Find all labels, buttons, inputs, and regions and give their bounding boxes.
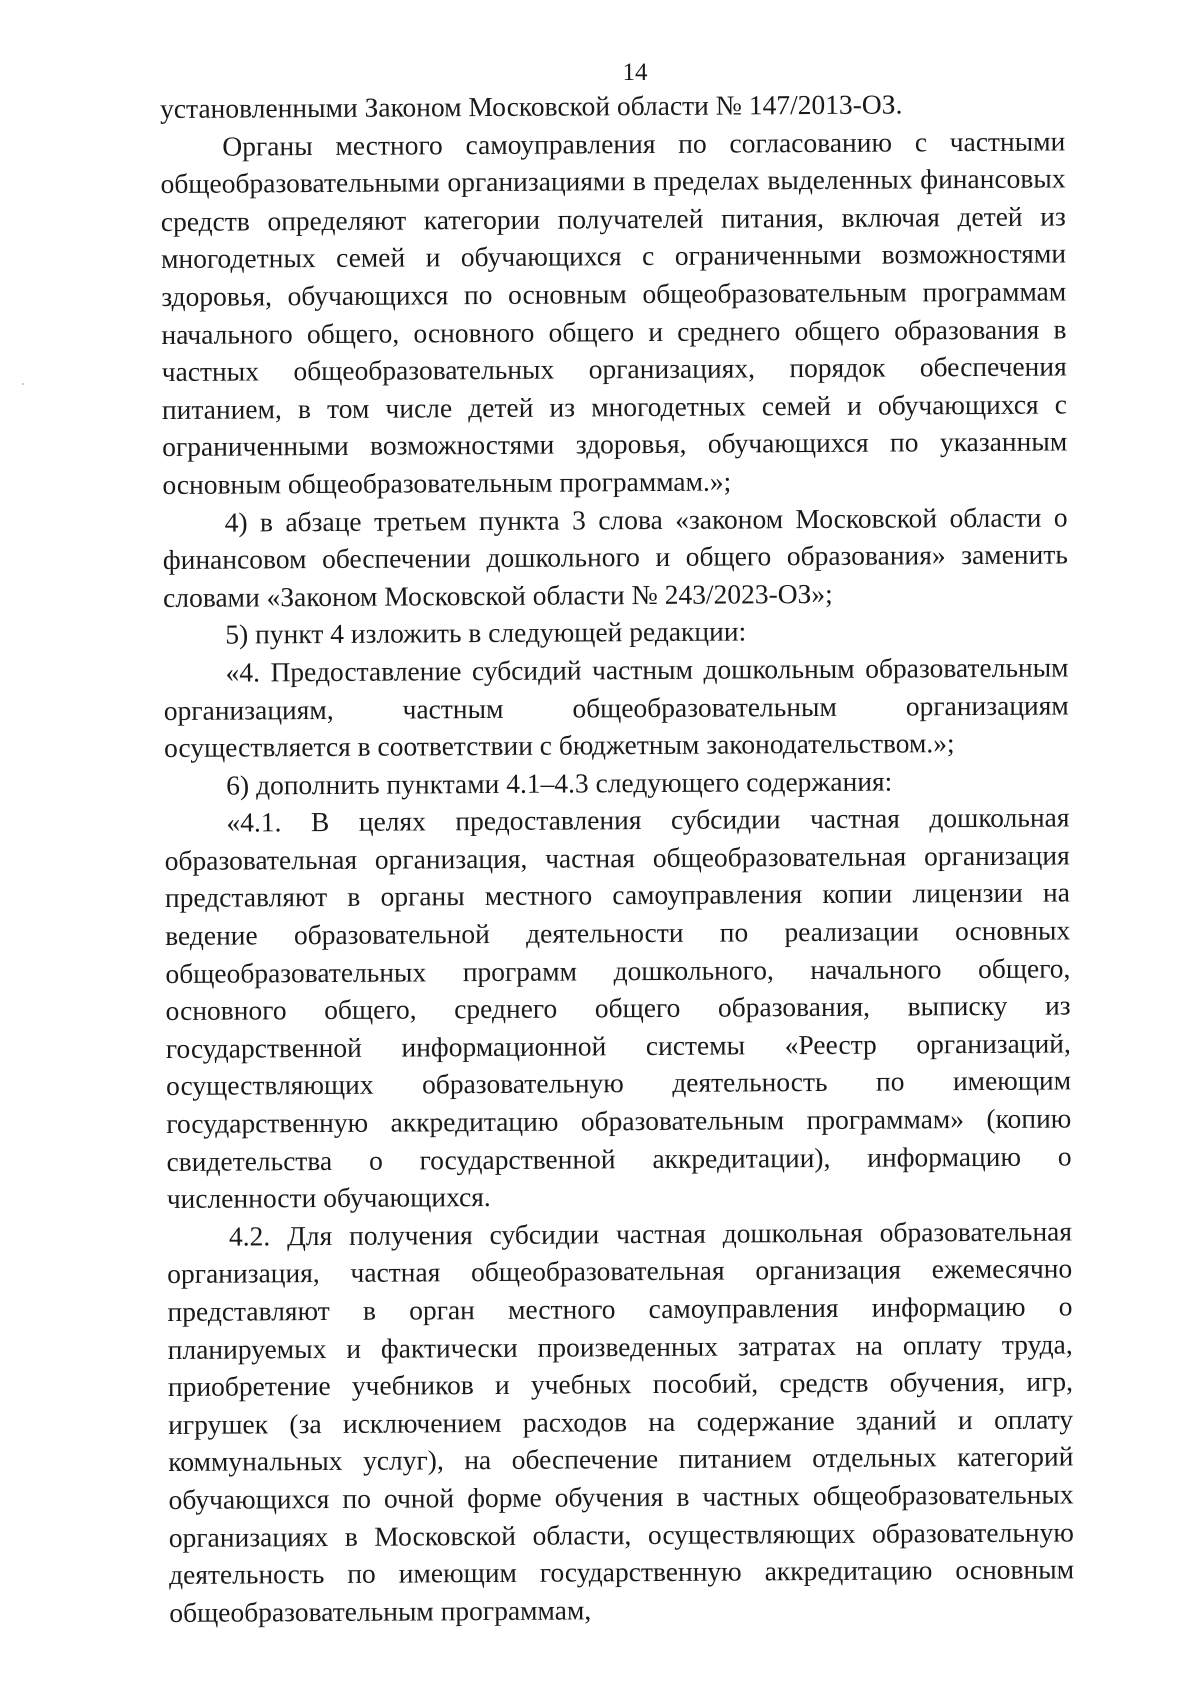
scan-artifact [22,383,24,385]
paragraph-point-4: «4. Предоставление субсидий частным дошкольным образовательным организациям, частным общеобразовательным организациям осуществляется в соответствии с бюджетным законодательством.»; [163,651,1069,764]
paragraph-item-6: 6) дополнить пунктами 4.1–4.3 следующего содержания: [226,765,893,801]
paragraph-item-4: 4) в абзаце третьем пункта 3 слова «законом Московской области о финансовом обеспечении дошкольного и общего образования» заменить словами «Законом Московской области № 243/2023-ОЗ»; [162,500,1068,613]
page-number: 14 [622,59,648,86]
document-body [160,84,1074,1631]
paragraph-continuation: установленными Законом Московской области № 147/2013-ОЗ. [160,88,903,124]
paragraph-local-government: Органы местного самоуправления по согласованию с частными общеобразовательными организациями в пределах выделенных финансовых средств определяют категории получателей питания, включая детей из многодетных семей и обучающихся с ограниченными возможностями здоровья, обучающихся по основным общеобразовательным программам начального общего, основного общего и среднего общего образования в частных общеобразовательных организациях, порядок обеспечения питанием, в том числе детей из многодетных семей и обучающихся с ограниченными возможностями здоровья, обучающихся по указанным основным общеобразовательным программам.»; [160,125,1068,500]
paragraph-point-4-1: «4.1. В целях предоставления субсидии частная дошкольная образовательная организация, частная общеобразовательная организация представляют в органы местного самоуправления копии лицензии на ведение образовательной деятельности по реализации основных общеобразовательных программ дошкольного, начального общего, основного общего, среднего общего образования, выписку из государственной информационной системы «Реестр организаций, осуществляющих образовательную деятельность по имеющим государственную аккредитацию образовательным программам» (копию свидетельства о государственной аккредитации), информацию о численности обучающихся. [164,801,1072,1215]
paragraph-item-5: 5) пункт 4 изложить в следующей редакции: [225,615,747,650]
paragraph-point-4-2: 4.2. Для получения субсидии частная дошкольная образовательная организация, частная общеобразовательная организация ежемесячно представляют в орган местного самоуправления информацию о планируемых и фактически произведенных затратах на оплату труда, приобретение учебников и учебных пособий, средств обучения, игр, игрушек (за исключением расходов на содержание зданий и оплату коммунальных услуг), на обеспечение питанием отдельных категорий обучающихся по очной форме обучения в частных общеобразовательных организациях в Московской области, осуществляющих образовательную деятельность по имеющим государственную аккредитацию основным общеобразовательным программам, [167,1215,1075,1628]
